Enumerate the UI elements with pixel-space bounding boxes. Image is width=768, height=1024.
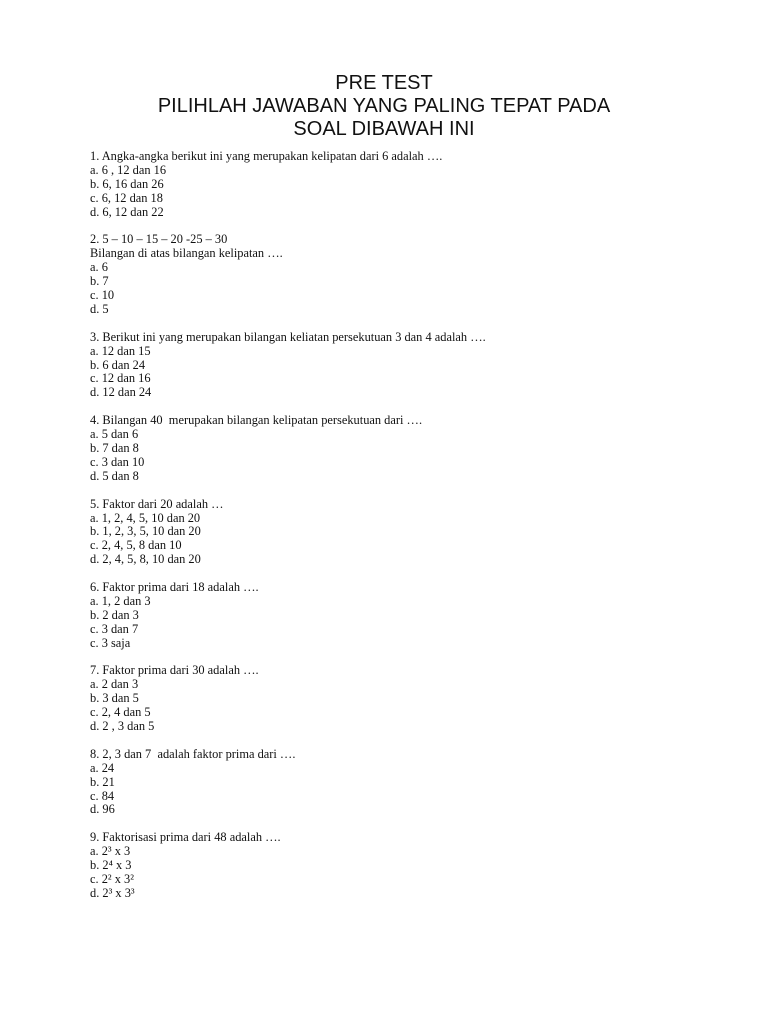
question-list bbox=[90, 150, 730, 915]
answer-option: d. 5 dan 8 bbox=[90, 468, 139, 483]
question-8 bbox=[90, 748, 730, 818]
answer-option: d. 6, 12 dan 22 bbox=[90, 204, 164, 219]
instruction-line-1: PILIHLAH JAWABAN YANG PALING TEPAT PADA bbox=[157, 95, 611, 117]
answer-option: a. 12 dan 15 bbox=[90, 343, 151, 358]
question-4 bbox=[90, 414, 730, 484]
answer-option: d. 12 dan 24 bbox=[90, 385, 152, 400]
answer-option: b. 2⁴ x 3 bbox=[90, 858, 132, 873]
answer-option: c. 84 bbox=[90, 788, 115, 803]
question-3 bbox=[90, 331, 730, 401]
answer-option: a. 1, 2, 4, 5, 10 dan 20 bbox=[90, 510, 201, 525]
answer-option: a. 6 bbox=[90, 260, 108, 275]
instruction-line-2: SOAL DIBAWAH INI bbox=[293, 118, 475, 140]
question-stem: 2. 5 – 10 – 15 – 20 -25 – 30 bbox=[90, 232, 228, 247]
question-2 bbox=[90, 233, 730, 316]
answer-option: d. 5 bbox=[90, 301, 109, 316]
answer-option: c. 12 dan 16 bbox=[90, 371, 151, 386]
question-7 bbox=[90, 664, 730, 734]
question-stem: 7. Faktor prima dari 30 adalah …. bbox=[90, 663, 259, 678]
answer-option: c. 10 bbox=[90, 288, 115, 303]
answer-option: a. 24 bbox=[90, 760, 115, 775]
answer-option: b. 2 dan 3 bbox=[90, 607, 139, 622]
answer-option: d. 96 bbox=[90, 802, 115, 817]
answer-option: b. 3 dan 5 bbox=[90, 691, 139, 706]
question-stem: 4. Bilangan 40 merupakan bilangan kelipatan persekutuan dari …. bbox=[90, 413, 423, 428]
answer-option: a. 6 , 12 dan 16 bbox=[90, 162, 167, 177]
answer-option: b. 1, 2, 3, 5, 10 dan 20 bbox=[90, 524, 201, 539]
question-5 bbox=[90, 498, 730, 568]
answer-option: a. 1, 2 dan 3 bbox=[90, 593, 151, 608]
answer-option: c. 2² x 3² bbox=[90, 872, 134, 886]
answer-option: b. 21 bbox=[90, 774, 115, 789]
answer-option: d. 2 , 3 dan 5 bbox=[90, 719, 155, 734]
answer-option: c. 3 dan 10 bbox=[90, 454, 145, 469]
answer-option: a. 5 dan 6 bbox=[90, 427, 139, 442]
question-9 bbox=[90, 831, 730, 901]
question-stem: 3. Berikut ini yang merupakan bilangan keliatan persekutuan 3 dan 4 adalah …. bbox=[90, 329, 486, 344]
answer-option: c. 3 dan 7 bbox=[90, 621, 139, 636]
answer-option: c. 3 saja bbox=[90, 635, 131, 650]
answer-option: c. 2, 4, 5, 8 dan 10 bbox=[90, 538, 182, 553]
document-header bbox=[0, 72, 768, 141]
question-stem: 8. 2, 3 dan 7 adalah faktor prima dari …. bbox=[90, 746, 296, 761]
page-title: PRE TEST bbox=[335, 72, 433, 94]
question-stem-line-2: Bilangan di atas bilangan kelipatan …. bbox=[90, 246, 283, 261]
answer-option: d. 2³ x 3³ bbox=[90, 885, 135, 900]
answer-option: c. 2, 4 dan 5 bbox=[90, 705, 151, 720]
answer-option: a. 2³ x 3 bbox=[90, 844, 131, 859]
answer-option: b. 6, 16 dan 26 bbox=[90, 176, 164, 191]
question-1 bbox=[90, 150, 730, 220]
answer-option: b. 7 bbox=[90, 274, 109, 289]
answer-option: b. 6 dan 24 bbox=[90, 357, 146, 372]
question-stem: 6. Faktor prima dari 18 adalah …. bbox=[90, 580, 259, 595]
question-6 bbox=[90, 581, 730, 651]
answer-option: b. 7 dan 8 bbox=[90, 440, 139, 455]
question-stem: 1. Angka-angka berikut ini yang merupakan kelipatan dari 6 adalah …. bbox=[90, 149, 443, 163]
question-stem: 5. Faktor dari 20 adalah … bbox=[90, 496, 224, 511]
question-stem: 9. Faktorisasi prima dari 48 adalah …. bbox=[90, 830, 281, 845]
answer-option: d. 2, 4, 5, 8, 10 dan 20 bbox=[90, 552, 201, 567]
answer-option: c. 6, 12 dan 18 bbox=[90, 190, 163, 205]
answer-option: a. 2 dan 3 bbox=[90, 677, 139, 692]
